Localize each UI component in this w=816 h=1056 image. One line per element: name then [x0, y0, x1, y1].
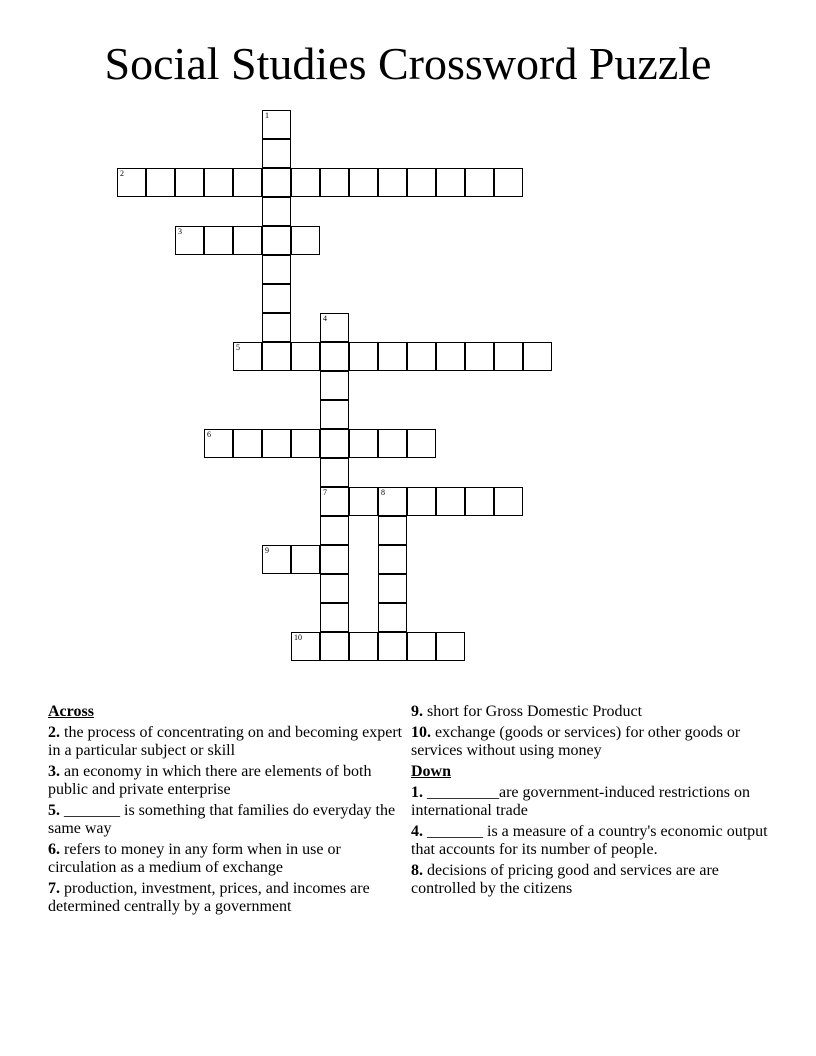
clue-number: 8. [411, 862, 423, 879]
grid-cell[interactable] [378, 603, 407, 632]
grid-cell[interactable] [291, 429, 320, 458]
grid-cell[interactable] [378, 574, 407, 603]
grid-cell[interactable] [291, 545, 320, 574]
clue-text: production, investment, prices, and incomes are determined centrally by a government [48, 880, 370, 915]
clues-column-right [411, 703, 771, 901]
grid-cell[interactable] [175, 226, 204, 255]
grid-cell[interactable] [407, 429, 436, 458]
grid-cell[interactable] [320, 632, 349, 661]
clue-number: 2. [48, 724, 60, 741]
clue-number: 5. [48, 802, 60, 819]
grid-cell[interactable] [465, 342, 494, 371]
grid-cell[interactable] [378, 342, 407, 371]
grid-cell[interactable] [436, 342, 465, 371]
grid-cell[interactable] [349, 342, 378, 371]
grid-cell[interactable] [262, 197, 291, 226]
grid-cell[interactable] [233, 342, 262, 371]
clue-text: _______ is something that families do everyday the same way [48, 802, 396, 837]
grid-cell[interactable] [436, 168, 465, 197]
grid-cell[interactable] [291, 168, 320, 197]
clue-number: 10. [411, 724, 431, 741]
grid-cell[interactable] [378, 545, 407, 574]
grid-cell[interactable] [436, 632, 465, 661]
grid-cell[interactable] [378, 487, 407, 516]
clue-text: refers to money in any form when in use or circulation as a medium of exchange [48, 841, 341, 876]
clues-column-left [48, 703, 408, 919]
clue-text: _________are government-induced restrictions on international trade [411, 784, 751, 819]
grid-cell[interactable] [320, 168, 349, 197]
cell-number: 8 [381, 488, 385, 497]
clue-text: exchange (goods or services) for other goods or services without using money [411, 724, 741, 759]
clue-across-5 [48, 802, 408, 838]
grid-cell[interactable] [320, 371, 349, 400]
grid-cell[interactable] [378, 632, 407, 661]
page-title: Social Studies Crossword Puzzle [104, 38, 712, 89]
grid-cell[interactable] [320, 516, 349, 545]
grid-cell[interactable] [262, 313, 291, 342]
clue-text: _______ is a measure of a country's economic output that accounts for its number of people. [411, 823, 768, 858]
grid-cell[interactable] [407, 168, 436, 197]
clue-across-7 [48, 880, 408, 916]
clue-number: 1. [411, 784, 423, 801]
clue-down-8 [411, 862, 771, 898]
grid-cell[interactable] [262, 168, 291, 197]
clue-across-6 [48, 841, 408, 877]
grid-cell[interactable] [204, 429, 233, 458]
grid-cell[interactable] [320, 400, 349, 429]
grid-cell[interactable] [262, 429, 291, 458]
clue-text: an economy in which there are elements of both public and private enterprise [48, 763, 372, 798]
cell-number: 6 [207, 430, 211, 439]
grid-cell[interactable] [262, 545, 291, 574]
grid-cell[interactable] [320, 487, 349, 516]
grid-cell[interactable] [320, 574, 349, 603]
clue-number: 7. [48, 880, 60, 897]
grid-cell[interactable] [320, 603, 349, 632]
grid-cell[interactable] [378, 429, 407, 458]
grid-cell[interactable] [233, 429, 262, 458]
grid-cell[interactable] [349, 487, 378, 516]
grid-cell[interactable] [349, 632, 378, 661]
grid-cell[interactable] [320, 342, 349, 371]
clue-text: the process of concentrating on and becoming expert in a particular subject or skill [48, 724, 403, 759]
cell-number: 7 [323, 488, 327, 497]
clue-text: short for Gross Domestic Product [427, 703, 643, 720]
clue-across-2 [48, 724, 408, 760]
grid-cell[interactable] [262, 110, 291, 139]
cell-number: 4 [323, 314, 327, 323]
grid-cell[interactable] [465, 168, 494, 197]
cell-number: 3 [178, 227, 182, 236]
grid-cell[interactable] [320, 313, 349, 342]
grid-cell[interactable] [233, 168, 262, 197]
grid-cell[interactable] [407, 487, 436, 516]
grid-cell[interactable] [494, 487, 523, 516]
clue-number: 4. [411, 823, 423, 840]
grid-cell[interactable] [175, 168, 204, 197]
grid-cell[interactable] [117, 168, 146, 197]
grid-cell[interactable] [291, 342, 320, 371]
grid-cell[interactable] [349, 429, 378, 458]
grid-cell[interactable] [378, 516, 407, 545]
grid-cell[interactable] [378, 168, 407, 197]
grid-cell[interactable] [436, 487, 465, 516]
grid-cell[interactable] [465, 487, 494, 516]
grid-cell[interactable] [407, 342, 436, 371]
grid-cell[interactable] [146, 168, 175, 197]
cell-number: 5 [236, 343, 240, 352]
clue-number: 9. [411, 703, 423, 720]
grid-cell[interactable] [291, 226, 320, 255]
grid-cell[interactable] [320, 545, 349, 574]
clue-across-10 [411, 724, 771, 760]
grid-cell[interactable] [349, 168, 378, 197]
grid-cell[interactable] [233, 226, 262, 255]
grid-cell[interactable] [262, 284, 291, 313]
cell-number: 9 [265, 546, 269, 555]
grid-cell[interactable] [523, 342, 552, 371]
clue-number: 6. [48, 841, 60, 858]
grid-cell[interactable] [262, 342, 291, 371]
grid-cell[interactable] [262, 255, 291, 284]
grid-cell[interactable] [204, 168, 233, 197]
grid-cell[interactable] [494, 342, 523, 371]
grid-cell[interactable] [494, 168, 523, 197]
clue-down-1 [411, 784, 771, 820]
grid-cell[interactable] [320, 458, 349, 487]
clue-text: decisions of pricing good and services are are controlled by the citizens [411, 862, 719, 897]
across-heading: Across [48, 703, 94, 720]
grid-cell[interactable] [291, 632, 320, 661]
grid-cell[interactable] [407, 632, 436, 661]
grid-cell[interactable] [204, 226, 233, 255]
clue-across-3 [48, 763, 408, 799]
cell-number: 1 [265, 111, 269, 120]
clue-number: 3. [48, 763, 60, 780]
grid-cell[interactable] [320, 429, 349, 458]
clue-across-9 [411, 703, 771, 721]
cell-number: 10 [294, 633, 302, 642]
grid-cell[interactable] [262, 226, 291, 255]
clue-down-4 [411, 823, 771, 859]
down-heading: Down [411, 763, 452, 780]
cell-number: 2 [120, 169, 124, 178]
grid-cell[interactable] [262, 139, 291, 168]
